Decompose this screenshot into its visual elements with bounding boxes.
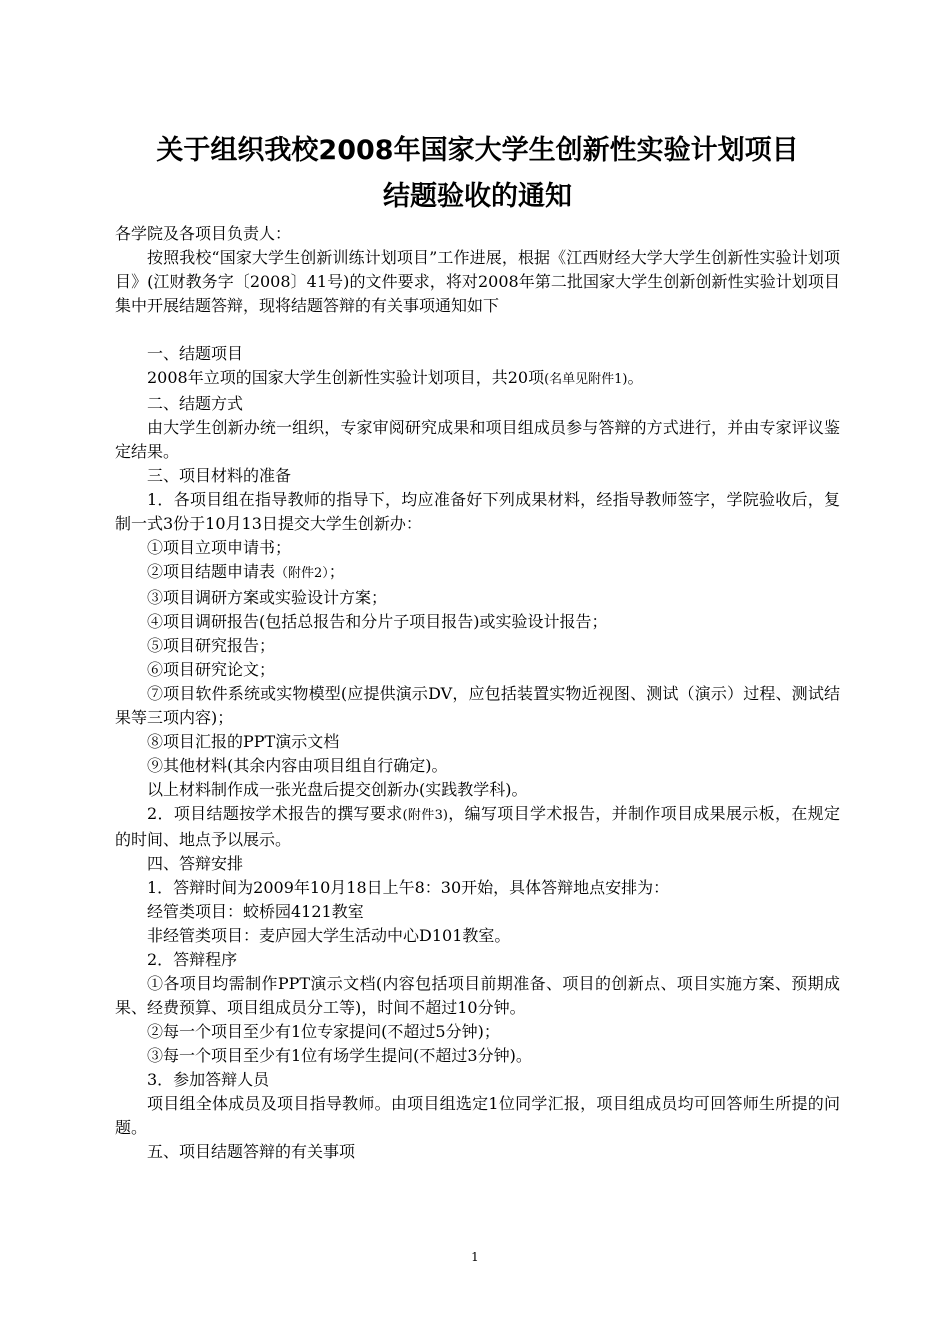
blank-line <box>115 318 840 342</box>
salutation: 各学院及各项目负责人： <box>115 224 292 243</box>
material-item-2-main: ②项目结题申请表 <box>147 562 276 581</box>
section1-text <box>115 366 840 392</box>
venue-economics: 经管类项目：蛟桥园4121教室 <box>147 902 364 921</box>
document-title-line1: 关于组织我校2008年国家大学生创新性实验计划项目 <box>156 135 799 166</box>
section4-item1: 1．答辩时间为2009年10月18日上午8：30开始，具体答辩地点安排为： <box>147 878 670 897</box>
section1-text-note: (名单见附件1) <box>544 372 628 387</box>
section3-item2-end: ，编写项目学术报告，并制作项目成果展示板，在规定的时间、地点予以展示。 <box>115 804 840 849</box>
section3-heading: 三、项目材料的准备 <box>147 466 292 485</box>
document-title-line2: 结题验收的通知 <box>383 181 572 212</box>
participants-text: 项目组全体成员及项目指导教师。由项目组选定1位同学汇报，项目组成员均可回答师生所提的问题。 <box>115 1094 840 1137</box>
section1-text-main: 2008年立项的国家大学生创新性实验计划项目，共20项 <box>147 368 545 387</box>
document-body <box>115 222 840 1164</box>
section3-item2-start: 2．项目结题按学术报告的撰写要求 <box>147 804 403 823</box>
document-page <box>115 128 840 1164</box>
material-item-9: ⑨其他材料(其余内容由项目组自行确定)。 <box>147 756 448 775</box>
venue-non-economics: 非经管类项目：麦庐园大学生活动中心D101教室。 <box>147 926 511 945</box>
section4-item3: 3．参加答辩人员 <box>147 1070 270 1089</box>
material-item-6: ⑥项目研究论文； <box>147 660 276 679</box>
material-item-2-end: ； <box>328 562 345 581</box>
section4-item2: 2．答辩程序 <box>147 950 238 969</box>
section3-item2-note: (附件3) <box>402 808 448 823</box>
intro-paragraph: 按照我校“国家大学生创新训练计划项目”工作进展，根据《江西财经大学大学生创新性实验计划项目》(江财教务字〔2008〕41号)的文件要求，将对2008年第二批国家大学生创新创新性实验计划项目集中开展结题答辩，现将结题答辩的有关事项通知如下 <box>115 248 840 315</box>
section5-heading: 五、项目结题答辩的有关事项 <box>147 1142 356 1161</box>
procedure-item-1: ①各项目均需制作PPT演示文档(内容包括项目前期准备、项目的创新点、项目实施方案、预期成果、经费预算、项目组成员分工等)，时间不超过10分钟。 <box>115 974 840 1017</box>
material-item-2 <box>115 560 840 586</box>
material-item-5: ⑤项目研究报告； <box>147 636 276 655</box>
procedure-item-3: ③每一个项目至少有1位有场学生提问(不超过3分钟)。 <box>147 1046 532 1065</box>
material-item-4: ④项目调研报告(包括总报告和分片子项目报告)或实验设计报告； <box>147 612 608 631</box>
section3-item2 <box>115 802 840 852</box>
material-item-2-note: （附件2） <box>275 566 329 581</box>
procedure-item-2: ②每一个项目至少有1位专家提问(不超过5分钟)； <box>147 1022 500 1041</box>
material-item-7: ⑦项目软件系统或实物模型(应提供演示DV，应包括装置实物近视图、测试（演示）过程、测试结果等三项内容)； <box>115 684 840 727</box>
section1-text-end: 。 <box>627 368 644 387</box>
section2-heading: 二、结题方式 <box>147 394 244 413</box>
page-number: 1 <box>471 1250 479 1264</box>
material-item-3: ③项目调研方案或实验设计方案； <box>147 588 388 607</box>
material-item-8: ⑧项目汇报的PPT演示文档 <box>147 732 340 751</box>
section1-heading: 一、结题项目 <box>147 344 244 363</box>
material-item-1: ①项目立项申请书； <box>147 538 292 557</box>
section2-text: 由大学生创新办统一组织，专家审阅研究成果和项目组成员参与答辩的方式进行，并由专家评议鉴定结果。 <box>115 418 840 461</box>
section3-item1: 1．各项目组在指导教师的指导下，均应准备好下列成果材料，经指导教师签字，学院验收后，复制一式3份于10月13日提交大学生创新办： <box>115 490 840 533</box>
section4-heading: 四、答辩安排 <box>147 854 244 873</box>
section3-summary: 以上材料制作成一张光盘后提交创新办(实践教学科)。 <box>147 780 528 799</box>
